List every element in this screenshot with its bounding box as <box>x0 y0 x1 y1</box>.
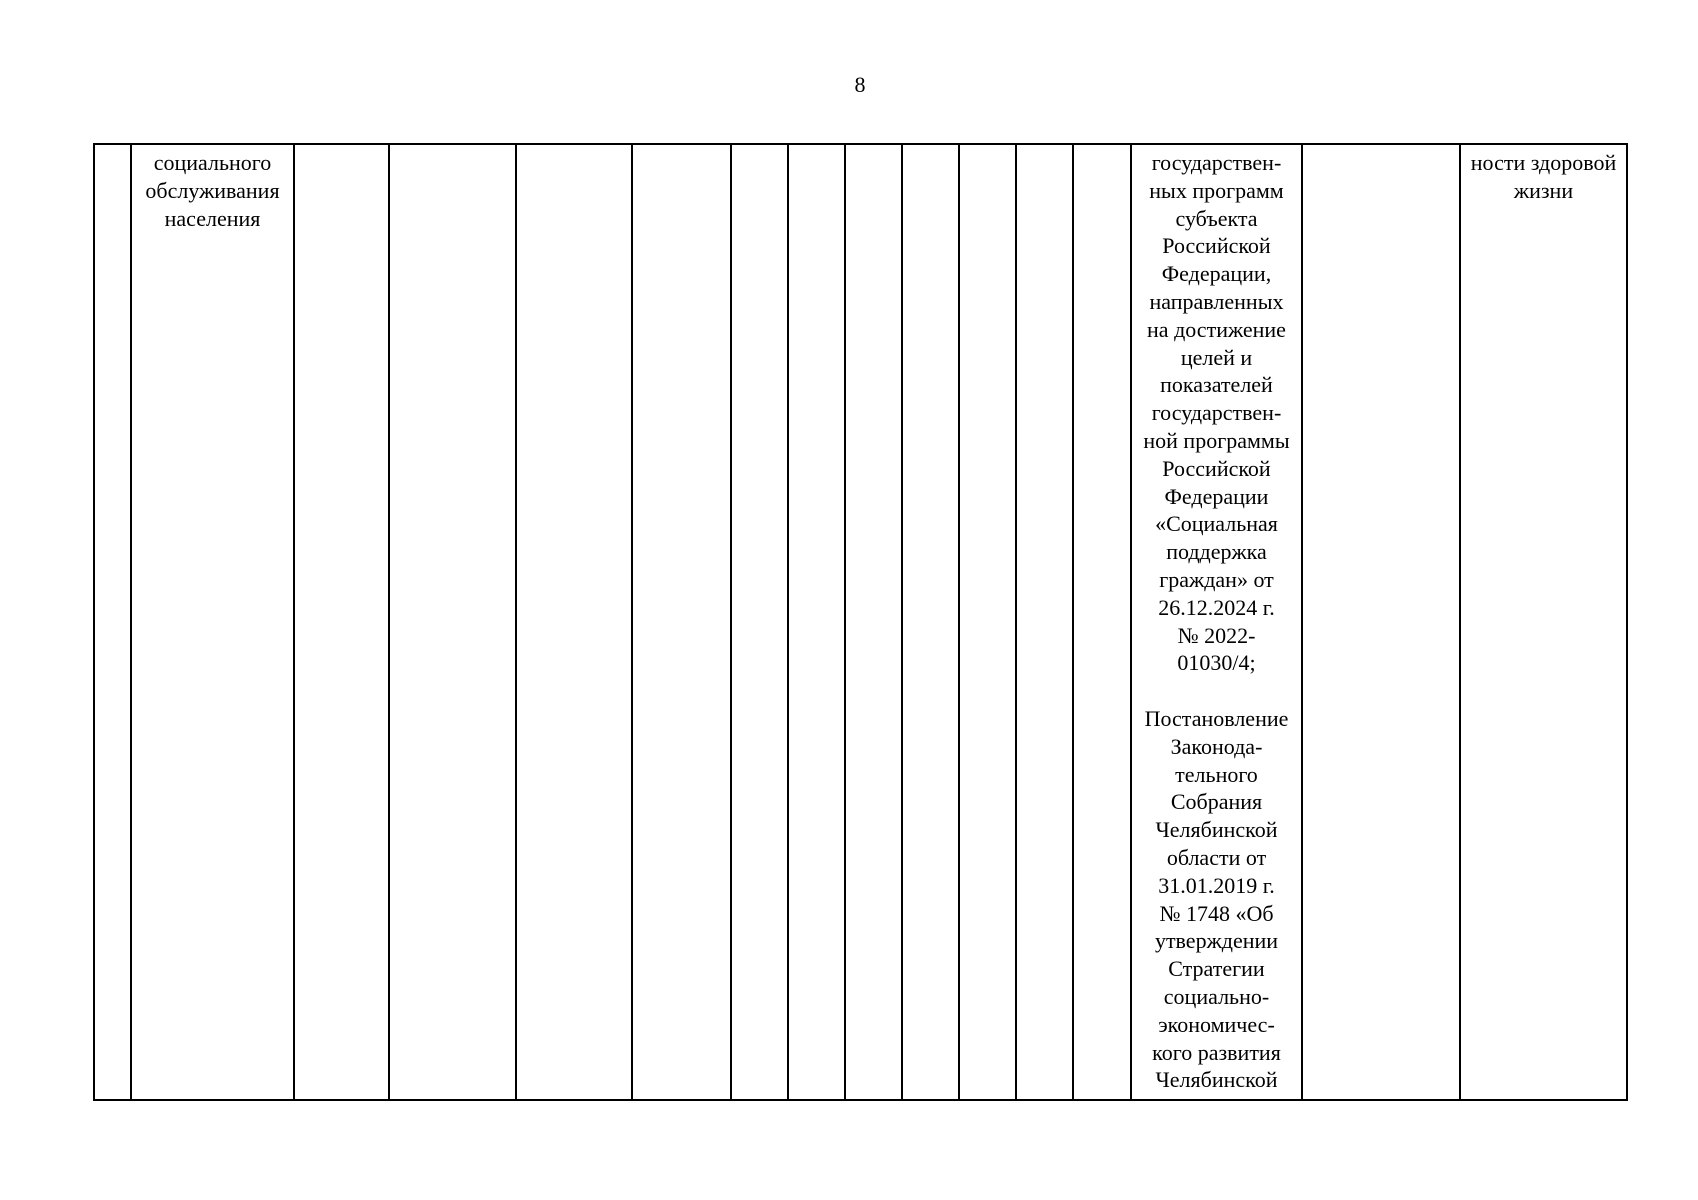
table-cell-number <box>94 144 131 1100</box>
table-cell-15 <box>1302 144 1460 1100</box>
document-table <box>93 143 1628 1101</box>
table-cell-13 <box>1073 144 1131 1100</box>
table-cell-3 <box>294 144 389 1100</box>
table-cell-documents: государствен- ных программ субъекта Российской Федерации, направленных на достижение целей и показателей государствен- ной программы Российской Федерации «Социальная поддержка граждан» от 26.12.2024 г. № 2022- 01030/4; Постановление Законода- тельного Собрания Челябинской области от 31.01.2019 г. № 1748 «Об утверждении Стратегии социально- экономичес- кого развития Челябинской <box>1131 144 1302 1100</box>
table-cell-10 <box>902 144 959 1100</box>
table-cell-name: социального обслуживания населения <box>131 144 294 1100</box>
table-cell-8 <box>788 144 845 1100</box>
table-row <box>94 144 1627 1100</box>
page-number: 8 <box>854 72 866 97</box>
table-cell-7 <box>731 144 788 1100</box>
table-cell-11 <box>959 144 1016 1100</box>
table-cell-5 <box>516 144 632 1100</box>
table-cell-9 <box>845 144 902 1100</box>
table-cell-12 <box>1016 144 1073 1100</box>
table-cell-4 <box>389 144 516 1100</box>
table-cell-6 <box>632 144 731 1100</box>
table-cell-goal: ности здоровой жизни <box>1460 144 1627 1100</box>
